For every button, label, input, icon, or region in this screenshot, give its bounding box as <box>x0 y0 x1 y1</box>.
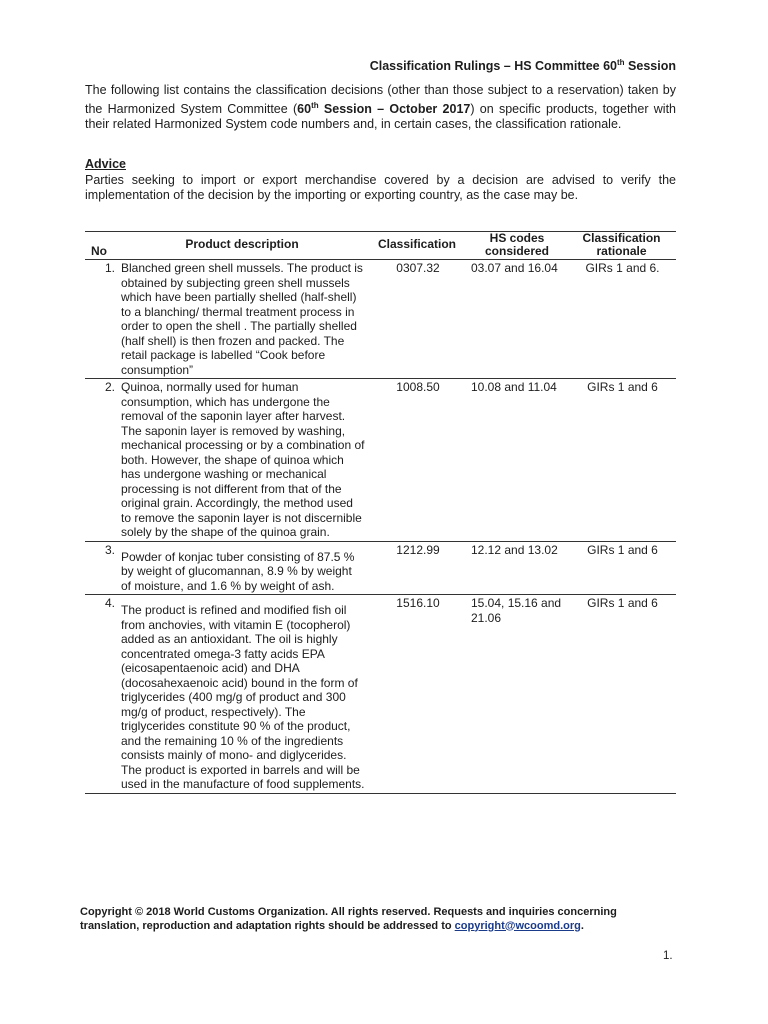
page-number: 1. <box>663 950 673 962</box>
row-product-description: Blanched green shell mussels. The product is obtained by subjecting green shell mussels which have been partially shelled (half-shell) to a blanching/ thermal treatment process in order to open the shell . The partially shelled (half shell) is then frozen and packed. The retail package is labelled “Cook before consumption” <box>117 260 367 379</box>
row-rationale: GIRs 1 and 6 <box>567 595 676 794</box>
copyright-email-link[interactable]: copyright@wcoomd.org <box>454 919 581 932</box>
header-rationale: Classification rationale <box>567 232 676 260</box>
document-title: Classification Rulings – HS Committee 60th Session <box>369 58 676 74</box>
advice-paragraph: Parties seeking to import or export merchandise covered by a decision are advised to verify the implementation of the decision by the importing or exporting country, as the case may be. <box>85 173 676 202</box>
row-number: 4. <box>85 595 117 794</box>
row-number: 3. <box>85 541 117 595</box>
row-classification: 1008.50 <box>367 379 467 542</box>
row-rationale: GIRs 1 and 6 <box>567 379 676 542</box>
row-product-description: Quinoa, normally used for human consumption, which has undergone the removal of the saponin layer after harvest. The saponin layer is removed by washing, mechanical processing or by a combination of both. However, the shape of quinoa which has undergone washing or mechanical processing is not different from that of the original grain. Accordingly, the method used to remove the saponin layer is not discernible solely by the shape of the quinoa grain. <box>117 379 367 542</box>
header-description: Product description <box>117 232 367 260</box>
row-hs-codes: 03.07 and 16.04 <box>467 260 567 379</box>
row-hs-codes: 10.08 and 11.04 <box>467 379 567 542</box>
table-header-row <box>85 232 676 260</box>
row-classification: 0307.32 <box>367 260 467 379</box>
header-classification: Classification <box>367 232 467 260</box>
row-classification: 1212.99 <box>367 541 467 595</box>
row-classification: 1516.10 <box>367 595 467 794</box>
table-row <box>85 595 676 794</box>
table-row <box>85 260 676 379</box>
header-hs-codes: HS codes considered <box>467 232 567 260</box>
row-hs-codes: 15.04, 15.16 and 21.06 <box>467 595 567 794</box>
row-number: 1. <box>85 260 117 379</box>
row-hs-codes: 12.12 and 13.02 <box>467 541 567 595</box>
row-number: 2. <box>85 379 117 542</box>
copyright-footer: Copyright © 2018 World Customs Organization. All rights reserved. Requests and inquiries concerning translation, reproduction and adaptation rights should be addressed to copyright@wcoomd.org. <box>80 906 617 932</box>
header-no: No <box>85 232 117 260</box>
row-rationale: GIRs 1 and 6. <box>567 260 676 379</box>
intro-paragraph: The following list contains the classification decisions (other than those subject to a reservation) taken by the Harmonized System Committee (60th Session – October 2017) on specific products, together with their related Harmonized System code numbers and, in certain cases, the classification rationale. <box>85 83 677 132</box>
row-product-description: The product is refined and modified fish oil from anchovies, with vitamin E (tocopherol) added as an antioxidant. The oil is highly concentrated omega-3 fatty acids EPA (eicosapentaenoic acid) and DHA (docosahexaenoic acid) bound in the form of triglycerides (400 mg/g of product and 300 mg/g of product, respectively). The triglycerides constitute 90 % of the product, and the remaining 10 % of the ingredients consists mainly of mono- and diglycerides. The product is exported in barrels and will be used in the manufacture of food supplements. <box>117 595 367 794</box>
advice-heading: Advice <box>85 157 126 171</box>
row-rationale: GIRs 1 and 6 <box>567 541 676 595</box>
row-product-description: Powder of konjac tuber consisting of 87.5 % by weight of glucomannan, 8.9 % by weight of moisture, and 1.6 % by weight of ash. <box>117 541 367 595</box>
rulings-table <box>85 231 676 794</box>
table-row <box>85 541 676 595</box>
table-row <box>85 379 676 542</box>
